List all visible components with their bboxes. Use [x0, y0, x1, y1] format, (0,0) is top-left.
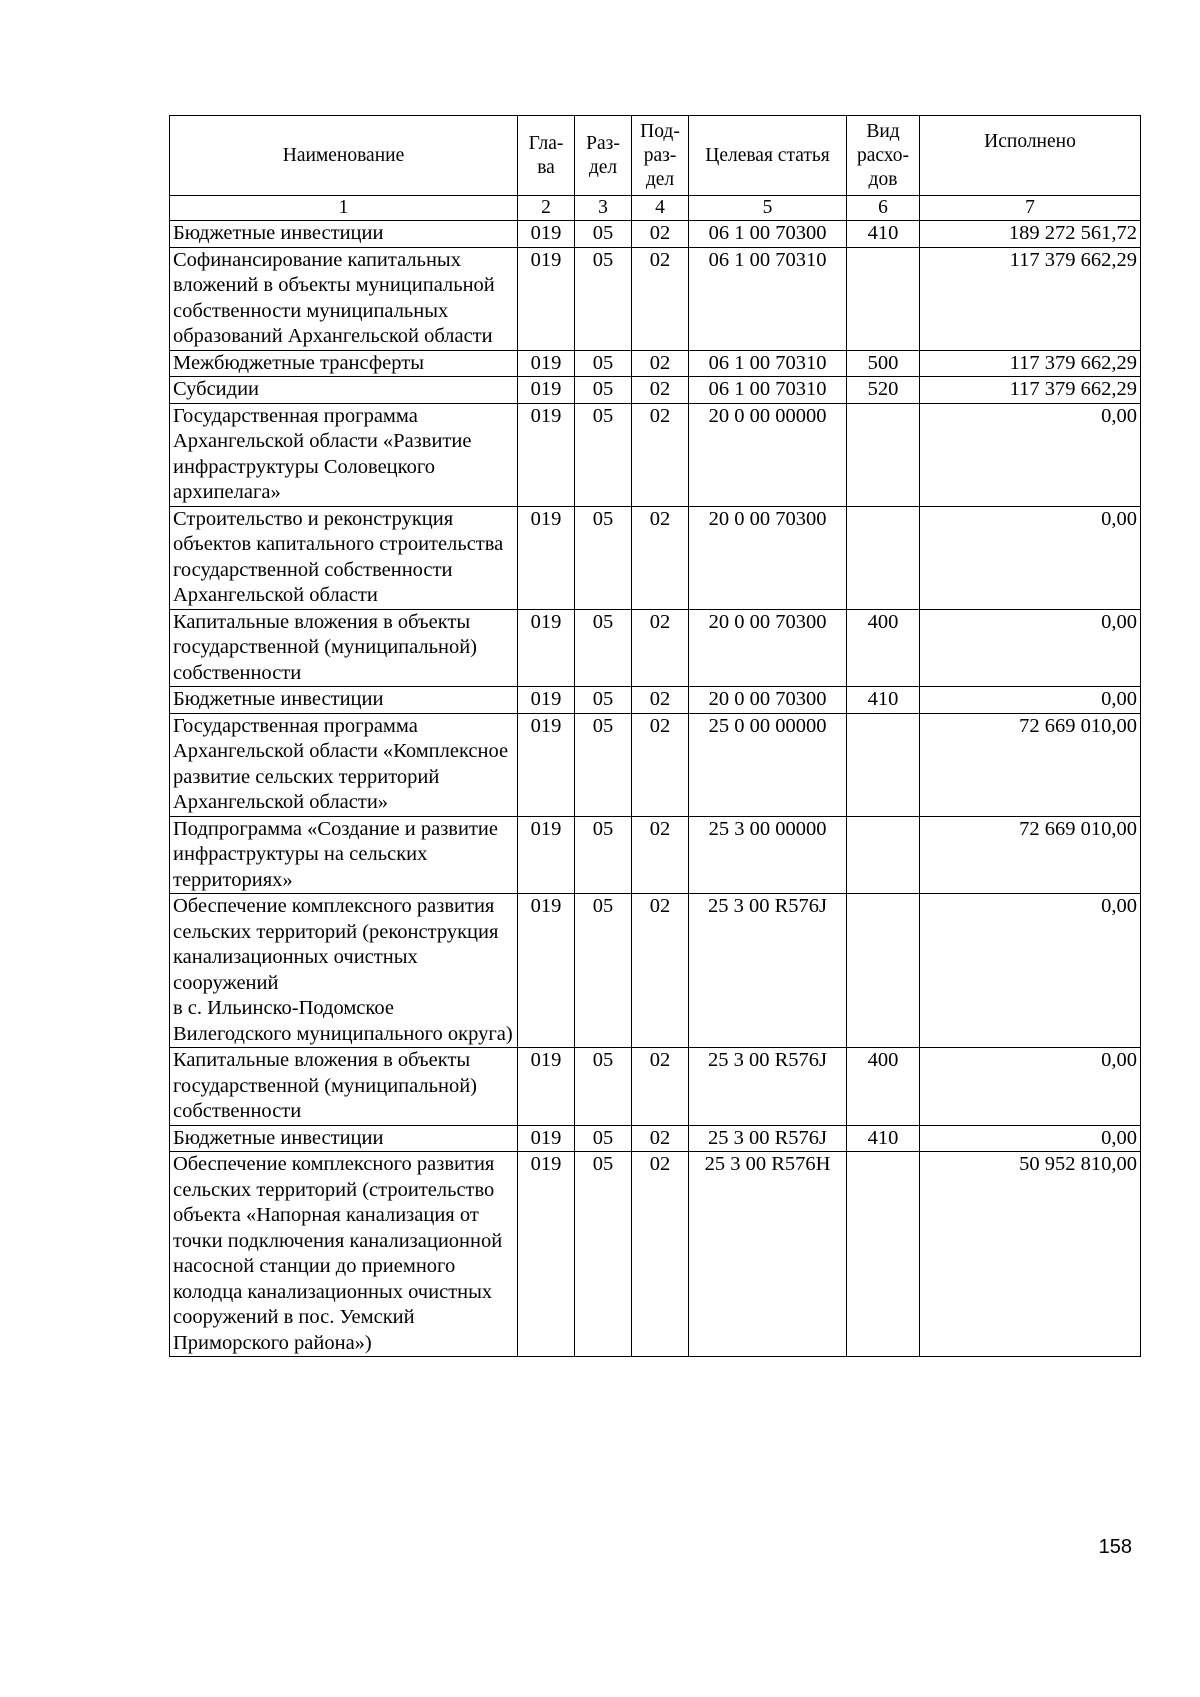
target-item-cell: 25 3 00 R576H: [689, 1152, 847, 1357]
target-item-cell: 20 0 00 70300: [689, 609, 847, 687]
name-cell: Обеспечение комплексного развития сельских территорий (реконструкция канализационных очистных сооружений в с. Ильинско-Подомское Вилегодского муниципального округа): [170, 894, 518, 1048]
executed-amount-cell: 0,00: [920, 403, 1141, 506]
header-subsection: Под- раз- дел: [632, 116, 689, 196]
table-row: [170, 403, 1141, 506]
header-target-item: Целевая статья: [689, 116, 847, 196]
chapter-cell: 019: [518, 609, 575, 687]
target-item-cell: 20 0 00 70300: [689, 687, 847, 714]
name-cell: Обеспечение комплексного развития сельских территорий (строительство объекта «Напорная канализация от точки подключения канализационной насосной станции до приемного колодца канализационных очистных сооружений в пос. Уемский Приморского района»): [170, 1152, 518, 1357]
expense-type-cell: 410: [847, 1125, 920, 1152]
subsection-cell: 02: [632, 350, 689, 377]
executed-amount-cell: 0,00: [920, 1125, 1141, 1152]
section-cell: 05: [575, 1125, 632, 1152]
target-item-cell: 06 1 00 70310: [689, 247, 847, 350]
target-item-cell: 25 3 00 R576J: [689, 1125, 847, 1152]
chapter-cell: 019: [518, 1152, 575, 1357]
expense-type-cell: 400: [847, 609, 920, 687]
chapter-cell: 019: [518, 377, 575, 404]
executed-amount-cell: 117 379 662,29: [920, 350, 1141, 377]
chapter-cell: 019: [518, 247, 575, 350]
executed-amount-cell: 72 669 010,00: [920, 713, 1141, 816]
executed-amount-cell: 50 952 810,00: [920, 1152, 1141, 1357]
table-row: [170, 894, 1141, 1048]
column-number: 3: [575, 196, 632, 221]
chapter-cell: 019: [518, 687, 575, 714]
column-number: 1: [170, 196, 518, 221]
section-cell: 05: [575, 894, 632, 1048]
subsection-cell: 02: [632, 403, 689, 506]
executed-amount-cell: 117 379 662,29: [920, 377, 1141, 404]
header-row: [170, 116, 1141, 196]
header-expense-type: Вид расхо- дов: [847, 116, 920, 196]
chapter-cell: 019: [518, 894, 575, 1048]
name-cell: Бюджетные инвестиции: [170, 687, 518, 714]
table-row: [170, 221, 1141, 248]
section-cell: 05: [575, 247, 632, 350]
subsection-cell: 02: [632, 1125, 689, 1152]
executed-amount-cell: 0,00: [920, 687, 1141, 714]
name-cell: Софинансирование капитальных вложений в объекты муниципальной собственности муниципальных образований Архангельской области: [170, 247, 518, 350]
table-row: [170, 1048, 1141, 1126]
section-cell: 05: [575, 403, 632, 506]
subsection-cell: 02: [632, 506, 689, 609]
target-item-cell: 25 3 00 R576J: [689, 1048, 847, 1126]
expense-type-cell: [847, 713, 920, 816]
chapter-cell: 019: [518, 1125, 575, 1152]
chapter-cell: 019: [518, 1048, 575, 1126]
expense-type-cell: 410: [847, 221, 920, 248]
column-number: 5: [689, 196, 847, 221]
target-item-cell: 25 0 00 00000: [689, 713, 847, 816]
table-body: [170, 221, 1141, 1357]
executed-amount-cell: 0,00: [920, 506, 1141, 609]
name-cell: Капитальные вложения в объекты государственной (муниципальной) собственности: [170, 609, 518, 687]
name-cell: Государственная программа Архангельской области «Развитие инфраструктуры Соловецкого архипелага»: [170, 403, 518, 506]
table-row: [170, 350, 1141, 377]
name-cell: Подпрограмма «Создание и развитие инфраструктуры на сельских территориях»: [170, 816, 518, 894]
target-item-cell: 25 3 00 R576J: [689, 894, 847, 1048]
section-cell: 05: [575, 1048, 632, 1126]
subsection-cell: 02: [632, 377, 689, 404]
name-cell: Государственная программа Архангельской области «Комплексное развитие сельских территорий Архангельской области»: [170, 713, 518, 816]
section-cell: 05: [575, 687, 632, 714]
subsection-cell: 02: [632, 687, 689, 714]
expense-type-cell: [847, 247, 920, 350]
page-number: 158: [1098, 1536, 1132, 1558]
section-cell: 05: [575, 350, 632, 377]
table-row: [170, 609, 1141, 687]
executed-amount-cell: 0,00: [920, 609, 1141, 687]
section-cell: 05: [575, 713, 632, 816]
column-number: 6: [847, 196, 920, 221]
target-item-cell: 06 1 00 70300: [689, 221, 847, 248]
subsection-cell: 02: [632, 713, 689, 816]
name-cell: Строительство и реконструкция объектов капитального строительства государственной собственности Архангельской области: [170, 506, 518, 609]
table-row: [170, 816, 1141, 894]
chapter-cell: 019: [518, 816, 575, 894]
subsection-cell: 02: [632, 221, 689, 248]
target-item-cell: 20 0 00 00000: [689, 403, 847, 506]
column-number: 2: [518, 196, 575, 221]
chapter-cell: 019: [518, 350, 575, 377]
target-item-cell: 25 3 00 00000: [689, 816, 847, 894]
target-item-cell: 06 1 00 70310: [689, 377, 847, 404]
header-executed: Исполнено: [920, 116, 1141, 196]
expense-type-cell: 520: [847, 377, 920, 404]
table-row: [170, 687, 1141, 714]
subsection-cell: 02: [632, 609, 689, 687]
expense-type-cell: [847, 894, 920, 1048]
target-item-cell: 20 0 00 70300: [689, 506, 847, 609]
expense-type-cell: [847, 403, 920, 506]
executed-amount-cell: 0,00: [920, 1048, 1141, 1126]
expense-type-cell: 500: [847, 350, 920, 377]
header-name: Наименование: [170, 116, 518, 196]
section-cell: 05: [575, 221, 632, 248]
expense-type-cell: 410: [847, 687, 920, 714]
column-number-row: [170, 196, 1141, 221]
expense-type-cell: 400: [847, 1048, 920, 1126]
expense-type-cell: [847, 816, 920, 894]
section-cell: 05: [575, 816, 632, 894]
expense-type-cell: [847, 1152, 920, 1357]
name-cell: Субсидии: [170, 377, 518, 404]
name-cell: Межбюджетные трансферты: [170, 350, 518, 377]
subsection-cell: 02: [632, 1048, 689, 1126]
name-cell: Бюджетные инвестиции: [170, 1125, 518, 1152]
section-cell: 05: [575, 1152, 632, 1357]
chapter-cell: 019: [518, 713, 575, 816]
subsection-cell: 02: [632, 247, 689, 350]
table-row: [170, 377, 1141, 404]
subsection-cell: 02: [632, 894, 689, 1048]
table-row: [170, 247, 1141, 350]
subsection-cell: 02: [632, 1152, 689, 1357]
target-item-cell: 06 1 00 70310: [689, 350, 847, 377]
subsection-cell: 02: [632, 816, 689, 894]
executed-amount-cell: 0,00: [920, 894, 1141, 1048]
column-number: 7: [920, 196, 1141, 221]
section-cell: 05: [575, 609, 632, 687]
budget-table: [169, 115, 1141, 1357]
executed-amount-cell: 189 272 561,72: [920, 221, 1141, 248]
table-row: [170, 713, 1141, 816]
header-chapter: Гла- ва: [518, 116, 575, 196]
column-number: 4: [632, 196, 689, 221]
header-section: Раз- дел: [575, 116, 632, 196]
table-row: [170, 1125, 1141, 1152]
expense-type-cell: [847, 506, 920, 609]
name-cell: Бюджетные инвестиции: [170, 221, 518, 248]
chapter-cell: 019: [518, 506, 575, 609]
executed-amount-cell: 117 379 662,29: [920, 247, 1141, 350]
section-cell: 05: [575, 377, 632, 404]
table-row: [170, 506, 1141, 609]
name-cell: Капитальные вложения в объекты государственной (муниципальной) собственности: [170, 1048, 518, 1126]
chapter-cell: 019: [518, 403, 575, 506]
chapter-cell: 019: [518, 221, 575, 248]
executed-amount-cell: 72 669 010,00: [920, 816, 1141, 894]
table-row: [170, 1152, 1141, 1357]
section-cell: 05: [575, 506, 632, 609]
